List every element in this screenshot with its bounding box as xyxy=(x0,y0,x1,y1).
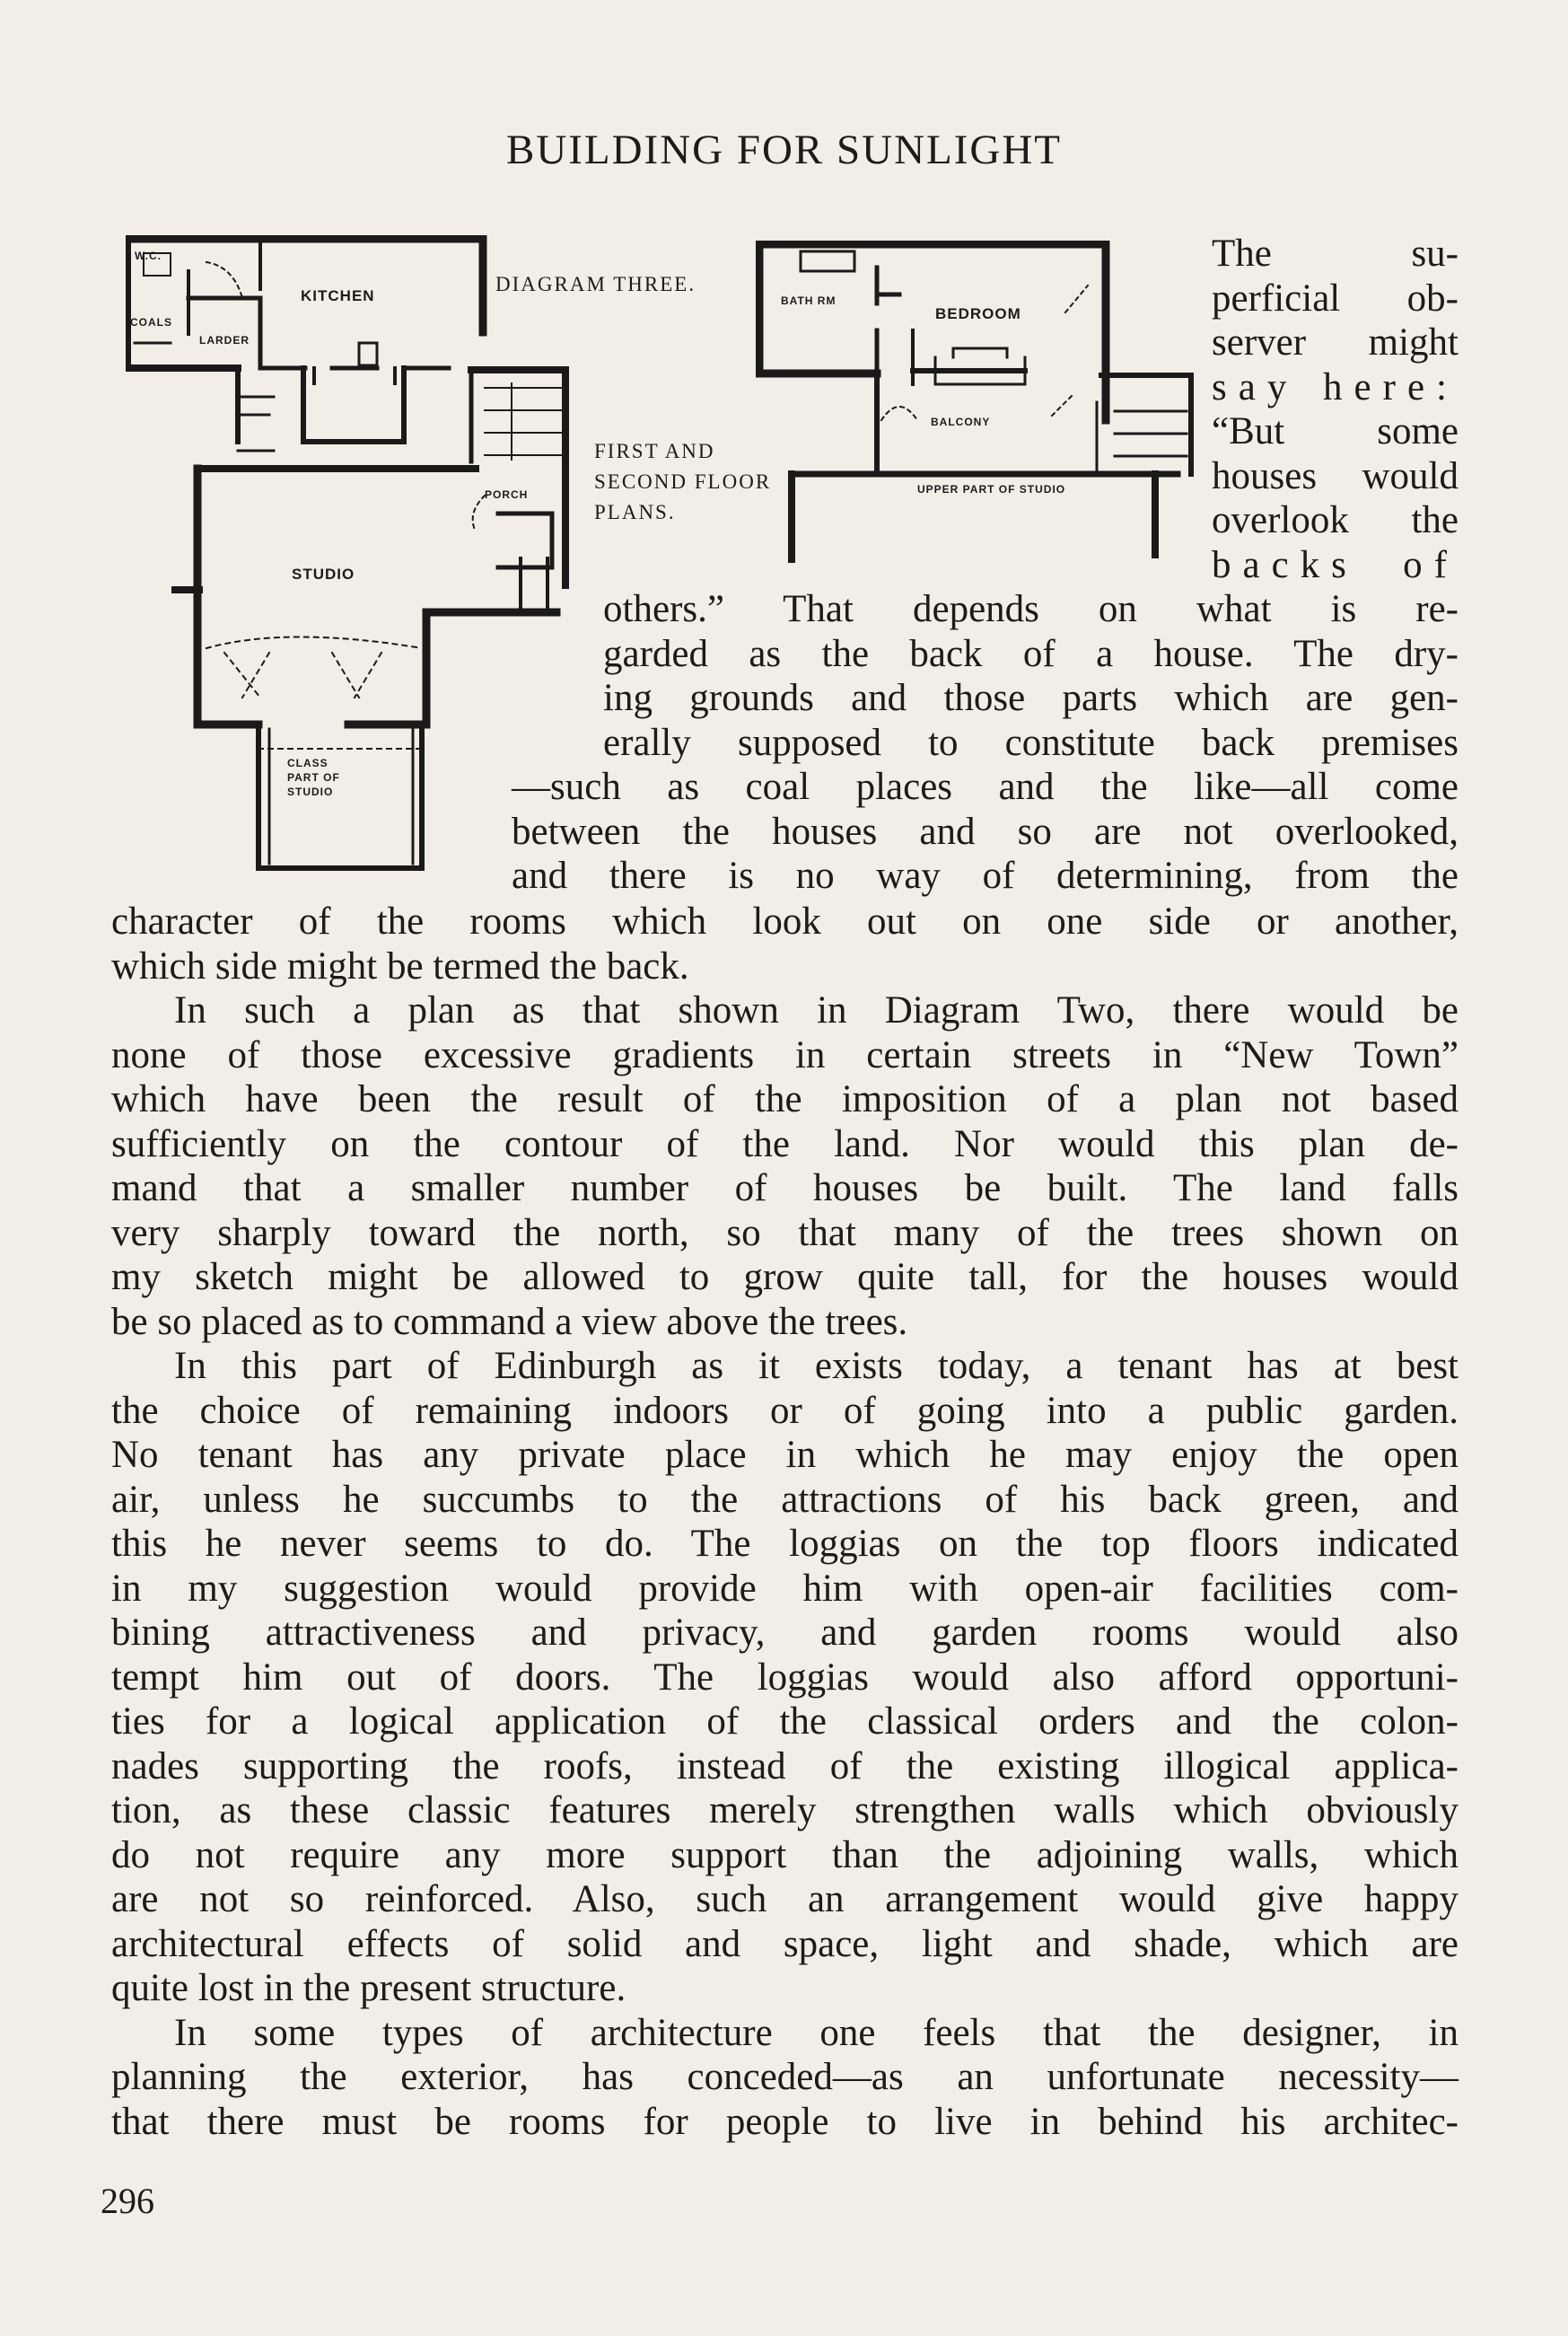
figure-caption: FIRST AND SECOND FLOOR PLANS. xyxy=(594,440,772,523)
room-bedroom: BEDROOM xyxy=(935,305,1021,322)
text-wrap-2: —such as coal places and the like—all come between the houses and so are not overlooked, and there is no way of determining, from the xyxy=(512,766,1459,897)
room-porch: PORCH xyxy=(485,488,529,501)
room-wc: W.C. xyxy=(135,250,162,262)
diagram-label: DIAGRAM THREE. xyxy=(495,273,696,295)
text-wrap-1: others.” That depends on what is re- garded as the back of a house. The dry- ing grounds and those parts which are gen- erally supposed to constitute back premises xyxy=(603,588,1459,764)
room-upper-studio: UPPER PART OF STUDIO xyxy=(917,483,1066,496)
room-bath: BATH RM xyxy=(781,294,837,307)
room-larder: LARDER xyxy=(199,334,250,347)
room-balcony: BALCONY xyxy=(931,416,991,428)
room-coals: COALS xyxy=(130,316,172,329)
upper-floor-drawing xyxy=(756,241,1196,564)
page-number: 296 xyxy=(101,2181,154,2221)
text-right-column: The su- perficial ob- server might say here: “But some houses would overlook the backs of xyxy=(1212,233,1459,586)
room-class-part: CLASS PART OF STUDIO xyxy=(287,757,340,798)
text-main: character of the rooms which look out on one side or another, which side might be termed the back. In such a plan as that shown in Diagram Two, there would be none of those excessive gradients in certain streets in “New Town” which have been the result of the imposition of a plan not based sufficiently on the contour of the land. Nor would this plan de- mand that a smaller number of houses be built. The land falls very sharply toward the north, so that many of the trees shown on my sketch might be allowed to grow quite tall, for the houses would be so placed as to command a view above the trees. In this part of Edinburgh as it exists today, a tenant has at best the choice of remaining indoors or of going into a public garden. No tenant has any private place in which he may enjoy the open air, unless he succumbs to the attractions of his back green, and this he never seems to do. The loggias on the top floors indicated in my suggestion would provide him with open-air facilities com- bining attractiveness and privacy, and garden rooms would also tempt him out of doors. The loggias would also afford opportuni- ties for a logical application of the classical orders and the colon- nades supporting the roofs, instead of the existing illogical applica- tion, as these classic features merely strengthen walls which obviously do not require any more support than the adjoining walls, which are not so reinforced. Also, such an arrangement would give happy architectural effects of solid and space, light and shade, which are quite lost in the present structure. In some types of architecture one feels that the designer, in planning the exterior, has conceded—as an unfortunate necessity— that there must be rooms for people to live in behind his architec- xyxy=(111,900,1459,2143)
room-kitchen: KITCHEN xyxy=(301,287,375,304)
room-studio: STUDIO xyxy=(292,566,355,583)
upper-floor-plan xyxy=(756,241,1196,564)
running-head: BUILDING FOR SUNLIGHT xyxy=(505,127,1063,173)
